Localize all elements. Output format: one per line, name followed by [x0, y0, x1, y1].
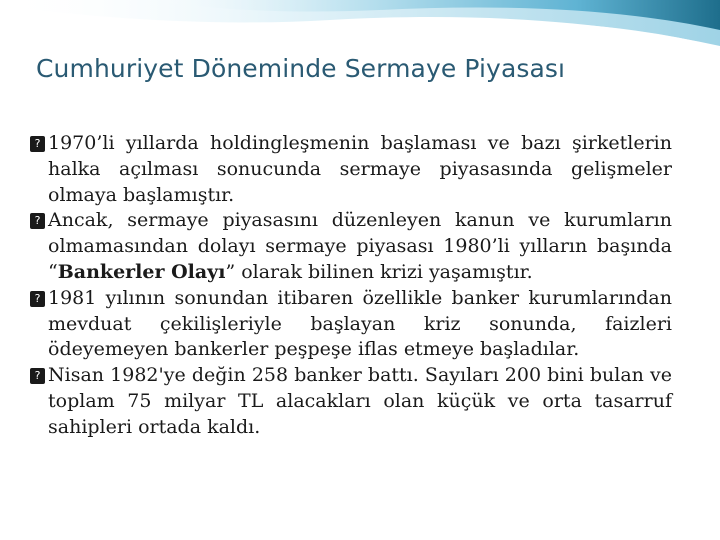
missing-glyph-icon: ?: [30, 291, 45, 307]
page-title: Cumhuriyet Döneminde Sermaye Piyasası: [36, 54, 566, 83]
bullet-text-before: Ancak, sermaye piyasasını düzenleyen kanun ve kurumların olmamasından dolayı sermaye piyasası 1980’li yılların başında “: [48, 209, 672, 283]
wave-graphic: [0, 0, 720, 60]
bullet-list: [30, 131, 672, 441]
missing-glyph-icon: ?: [30, 368, 45, 384]
bullet-text: 1970’li yıllarda holdingleşmenin başlaması ve bazı şirketlerin halka açılması sonucunda sermaye piyasasında gelişmeler olmaya başlamıştır.: [48, 132, 672, 206]
list-item: [30, 363, 672, 440]
list-item: [30, 208, 672, 285]
bullet-text-bold: Bankerler Olayı: [57, 260, 226, 283]
header-wave-decoration: [0, 0, 720, 60]
bullet-text-after: ” olarak bilinen krizi yaşamıştır.: [225, 260, 533, 283]
missing-glyph-icon: ?: [30, 136, 45, 152]
list-item: [30, 131, 672, 208]
bullet-text: Nisan 1982'ye değin 258 banker battı. Sayıları 200 bini bulan ve toplam 75 milyar TL alacakları olan küçük ve orta tasarruf sahipleri ortada kaldı.: [48, 364, 672, 438]
missing-glyph-icon: ?: [30, 213, 45, 229]
bullet-text: 1981 yılının sonundan itibaren özellikle banker kurumlarından mevduat çekilişleriyle başlayan kriz sonunda, faizleri ödeyemeyen bankerler peşpeşe iflas etmeye başladılar.: [48, 286, 672, 361]
list-item: [30, 286, 672, 363]
